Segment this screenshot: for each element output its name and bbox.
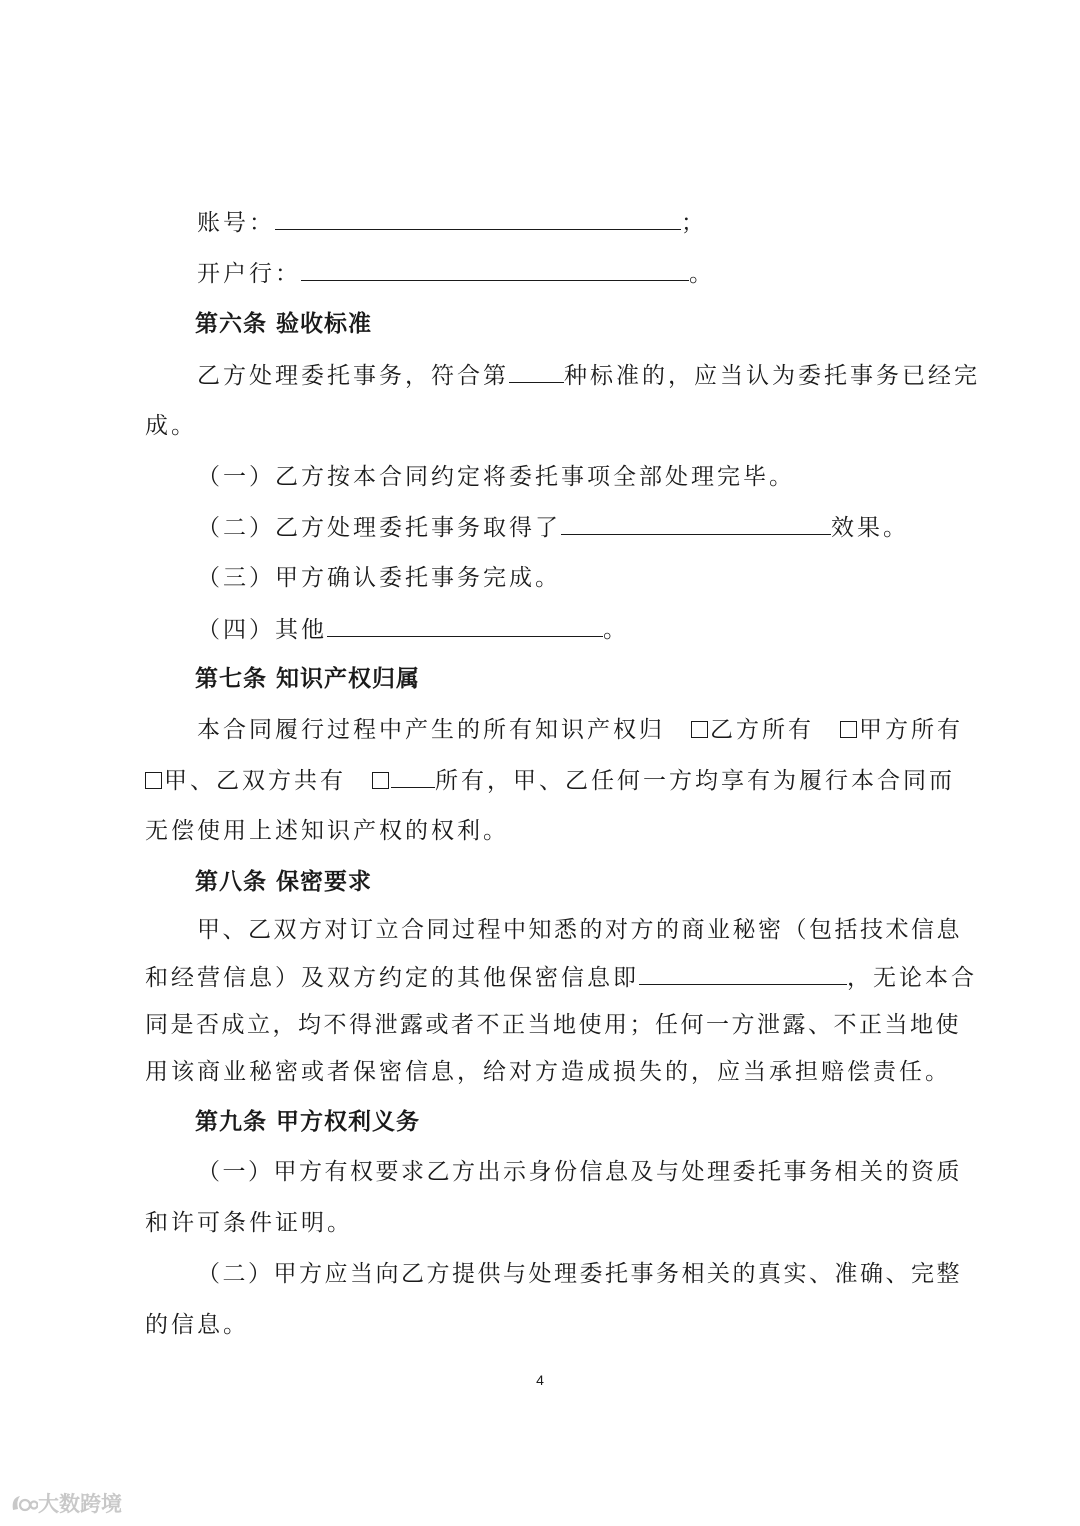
account-blank [275, 207, 681, 230]
article-8-line-3: 同是否成立，均不得泄露或者不正当地使用；任何一方泄露、不正当地使 [145, 1012, 961, 1038]
other-owner-blank [391, 765, 435, 788]
article-6-intro-cont: 成。 [145, 413, 197, 439]
bank-end: 。 [689, 261, 715, 287]
article-9-item-2: （二）甲方应当向乙方提供与处理委托事务相关的真实、准确、完整 [197, 1261, 962, 1287]
article-9-item-1-cont: 和许可条件证明。 [145, 1210, 353, 1236]
article-6-item-2-a: （二）乙方处理委托事务取得了 [197, 515, 561, 541]
brand-logo-icon [10, 1492, 38, 1514]
article-6-intro-b: 种标准的，应当认为委托事务已经完 [564, 363, 980, 389]
article-6-item-2-b: 效果。 [831, 515, 909, 541]
article-9-item-1: （一）甲方有权要求乙方出示身份信息及与处理委托事务相关的资质 [197, 1159, 962, 1185]
article-8-line-2 [145, 962, 977, 993]
effect-blank [561, 512, 831, 535]
bank-line [197, 258, 715, 289]
article-7-line-2 [145, 765, 955, 796]
article-6-item-4 [197, 614, 629, 645]
checkbox-yi-owned[interactable] [691, 721, 708, 738]
article-7-title: 第七条 知识产权归属 [195, 666, 421, 692]
article-8-line-2-a: 和经营信息）及双方约定的其他保密信息即 [145, 965, 639, 991]
article-8-line-1: 甲、乙双方对订立合同过程中知悉的对方的商业秘密（包括技术信息 [197, 917, 962, 943]
account-line [197, 207, 707, 238]
article-6-intro-a: 乙方处理委托事务，符合第 [197, 363, 509, 389]
article-7-line-1 [197, 715, 963, 745]
article-6-item-3: （三）甲方确认委托事务完成。 [197, 565, 561, 591]
article-9-item-2-cont: 的信息。 [145, 1312, 249, 1338]
article-9-title: 第九条 甲方权利义务 [195, 1109, 421, 1135]
article-7-line-3: 无偿使用上述知识产权的权利。 [145, 818, 509, 844]
standard-number-blank [509, 360, 564, 383]
article-8-title: 第八条 保密要求 [195, 869, 373, 895]
bank-label: 开户行： [197, 261, 301, 287]
account-label: 账号： [197, 210, 275, 236]
article-7-line-1-text: 本合同履行过程中产生的所有知识产权归 [197, 717, 665, 743]
option-joint-owned: 甲、乙双方共有 [164, 768, 346, 794]
watermark [10, 1488, 122, 1518]
bank-blank [301, 258, 689, 281]
secret-info-blank [639, 962, 847, 985]
watermark-text: 大数跨境 [38, 1492, 122, 1516]
article-6-intro [197, 360, 980, 391]
checkbox-joint-owned[interactable] [145, 772, 162, 789]
checkbox-other-owner[interactable] [372, 772, 389, 789]
page-number: 4 [536, 1372, 544, 1388]
article-6-item-4-a: （四）其他 [197, 617, 327, 643]
article-6-title: 第六条 验收标准 [195, 311, 373, 337]
article-8-line-2-b: ，无论本合 [847, 965, 977, 991]
article-6-item-1: （一）乙方按本合同约定将委托事项全部处理完毕。 [197, 464, 795, 490]
account-end: ； [681, 210, 707, 236]
article-6-item-4-b: 。 [603, 617, 629, 643]
other-blank [327, 614, 603, 637]
article-8-line-4: 用该商业秘密或者保密信息，给对方造成损失的，应当承担赔偿责任。 [145, 1059, 951, 1085]
option-yi-owned: 乙方所有 [710, 717, 814, 743]
article-6-item-2 [197, 512, 909, 543]
article-7-line-2-text: 所有，甲、乙任何一方均享有为履行本合同而 [435, 768, 955, 794]
option-jia-owned: 甲方所有 [859, 717, 963, 743]
checkbox-jia-owned[interactable] [840, 721, 857, 738]
